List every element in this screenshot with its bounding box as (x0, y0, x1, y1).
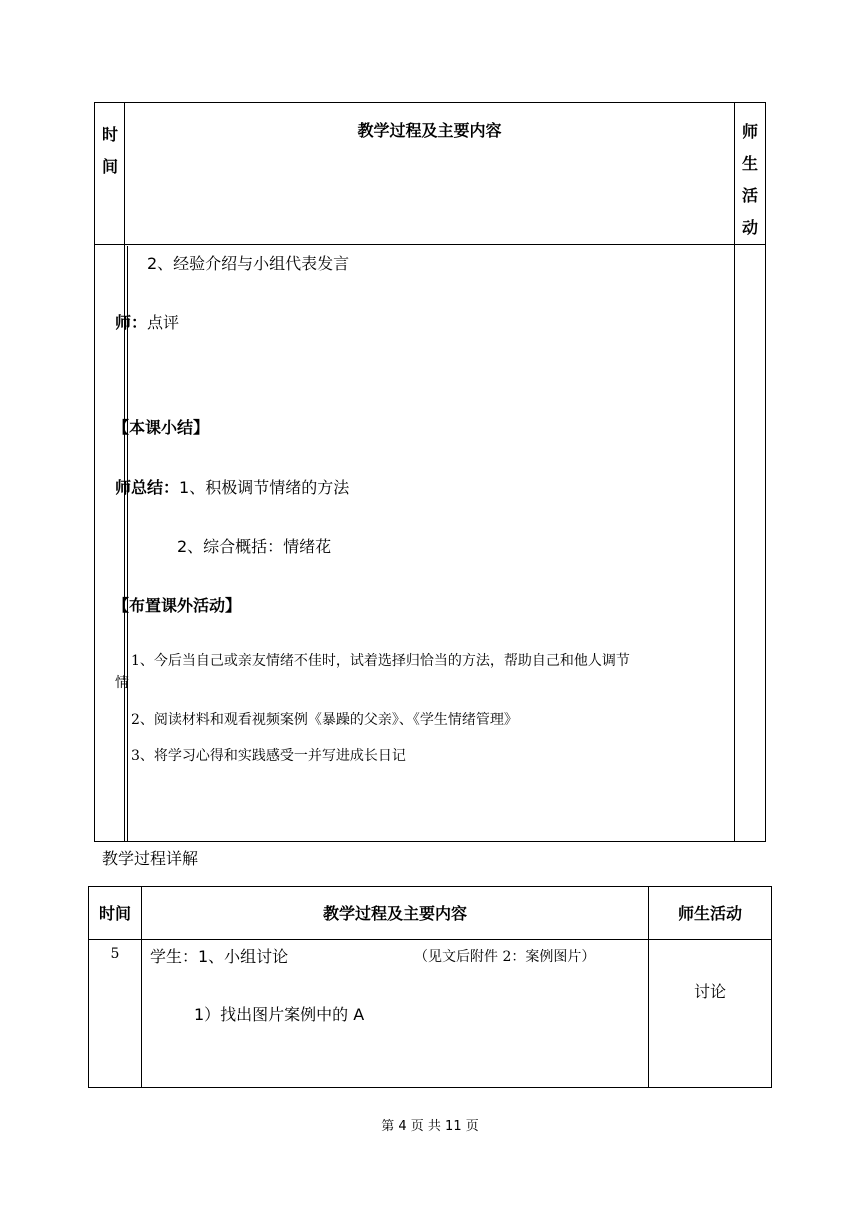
table-2-top-border (88, 886, 772, 887)
table-2-header-content: 教学过程及主要内容 (322, 904, 467, 923)
section-heading-summary: 【本课小结】 (113, 418, 210, 437)
text-line-7-wrap: 情 (115, 675, 129, 691)
row-activity: 讨论 (693, 982, 726, 1001)
table-1-right-border (765, 102, 766, 842)
text-line-8: 2、阅读材料和观看视频案例《暴躁的父亲》、《学生情绪管理》 (131, 712, 518, 728)
table-2-header-divider (88, 939, 772, 940)
row-time: 5 (110, 946, 120, 962)
table-1-header-divider (94, 244, 766, 245)
table-1-header-content: 教学过程及主要内容 (357, 121, 502, 140)
text-line-1: 2、经验介绍与小组代表发言 (147, 254, 350, 273)
text-line-9: 3、将学习心得和实践感受一并写进成长日记 (131, 748, 406, 764)
table-1-header-time: 时间 (101, 125, 118, 176)
table-2-header-activity: 师生活动 (677, 904, 742, 923)
table-2-header-time: 时间 (98, 904, 131, 923)
table-1-header-activity: 师生活动 (741, 122, 758, 237)
table-1-top-border (94, 102, 766, 103)
row-line-1-note: （见文后附件 2：案例图片） (414, 949, 596, 965)
row-line-2: 1）找出图片案例中的 A (194, 1005, 365, 1024)
text-line-7: 1、今后当自己或亲友情绪不佳时，试着选择归恰当的方法，帮助自己和他人调节 (131, 653, 630, 669)
page-footer: 第 4 页 共 11 页 (381, 1119, 479, 1134)
table-1-col-divider-2 (734, 102, 735, 842)
text-line-4: 师总结：1、积极调节情绪的方法 (115, 478, 350, 497)
table-2-bottom-border (88, 1087, 772, 1088)
row-line-1: 学生：1、小组讨论 (150, 947, 289, 966)
section-heading-activity: 【布置课外活动】 (113, 596, 242, 615)
table-1-body-cell (113, 246, 734, 840)
table-2-right-border (771, 886, 772, 1088)
section-title: 教学过程详解 (102, 849, 199, 868)
table-1-left-border (94, 102, 95, 842)
table-1-bottom-border (94, 841, 766, 842)
text-line-5: 2、综合概括：情绪花 (177, 537, 332, 556)
text-line-2: 师：点评 (115, 313, 180, 332)
